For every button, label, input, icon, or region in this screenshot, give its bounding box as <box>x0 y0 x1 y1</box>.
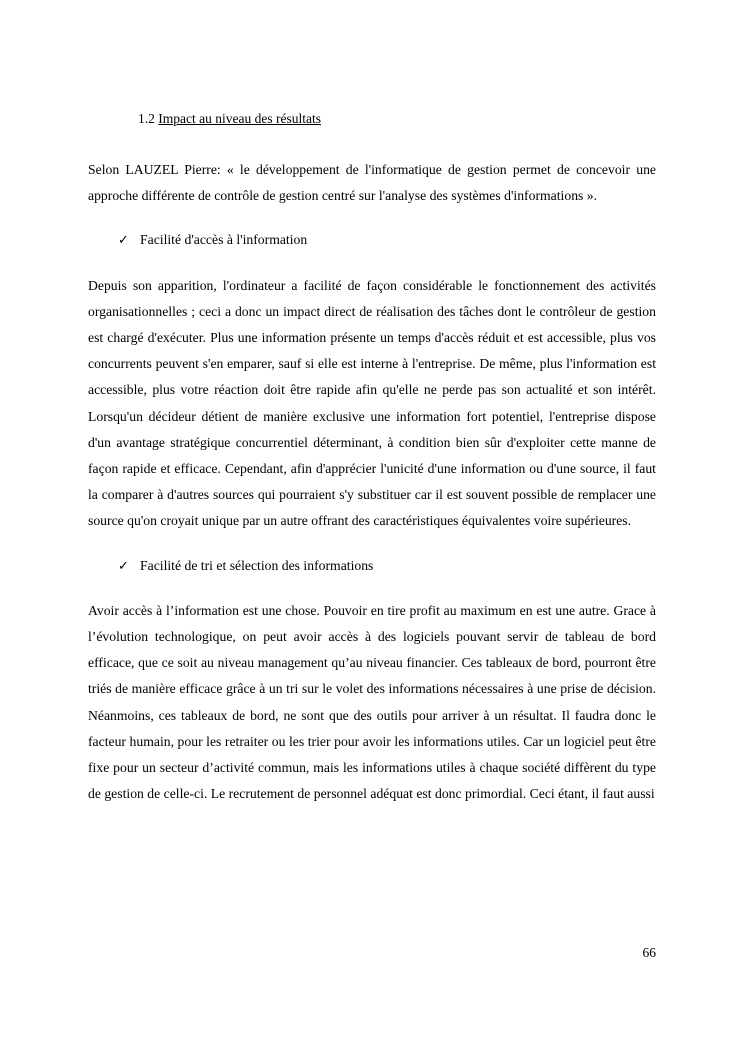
list-item <box>88 227 656 254</box>
list-item-label: Facilité de tri et sélection des informations <box>140 557 374 573</box>
paragraph-sorting: Avoir accès à l’information est une chose. Pouvoir en tire profit au maximum en est une autre. Grace à l’évolution technologique, on peut avoir accès à des logiciels pouvant servir de tableau de bord efficace, que ce soit au niveau management qu’au niveau financier. Ces tableaux de bord, pourront être triés de manière efficace grâce à un tri sur le volet des informations nécessaires à une prise de décision. Néanmoins, ces tableaux de bord, ne sont que des outils pour arriver à un résultat. Il faudra donc le facteur humain, pour les retraiter ou les trier pour avoir les informations utiles. Car un logiciel peut être fixe pour un secteur d’activité commun, mais les informations utiles à chaque société diffèrent du type de gestion de celle-ci. Le recrutement de personnel adéquat est donc primordial. Ceci étant, il faut aussi <box>88 602 656 802</box>
section-heading <box>88 110 656 129</box>
list-item-label: Facilité d'accès à l'information <box>140 232 308 248</box>
checkmark-icon: ✓ <box>118 233 129 249</box>
list-item <box>88 553 656 580</box>
paragraph-access: Depuis son apparition, l'ordinateur a facilité de façon considérable le fonctionnement des activités organisationnelles ; ceci a donc un impact direct de réalisation des tâches dont le contrôleur de gestion est chargé d'exécuter. Plus une information présente un temps d'accès réduit et est accessible, plus vos concurrents peuvent s'en emparer, sauf si elle est interne à l'entreprise. De même, plus l'information est accessible, plus votre réaction doit être rapide afin qu'elle ne perde pas son actualité et son intérêt. Lorsqu'un décideur détient de manière exclusive une information fort potentiel, l'entreprise dispose d'un avantage stratégique concurrentiel déterminant, à condition bien sûr d'exploiter cette manne de façon rapide et efficace. Cependant, afin d'apprécier l'unicité d'une information ou d'une source, il faut la comparer à d'autres sources qui pourraient s'y substituer car il est souvent possible de remplacer une source qu'on croyait unique par un autre offrant des caractéristiques équivalentes voire supérieures. <box>88 277 656 529</box>
checkmark-icon: ✓ <box>118 558 129 574</box>
section-number: 1.2 <box>138 111 155 126</box>
section-title: Impact au niveau des résultats <box>158 111 321 126</box>
paragraph-intro: Selon LAUZEL Pierre: « le développement de l'informatique de gestion permet de concevoir une approche différente de contrôle de gestion centré sur l'analyse des systèmes d'informations ». <box>88 161 656 204</box>
page-number: 66 <box>642 945 656 960</box>
